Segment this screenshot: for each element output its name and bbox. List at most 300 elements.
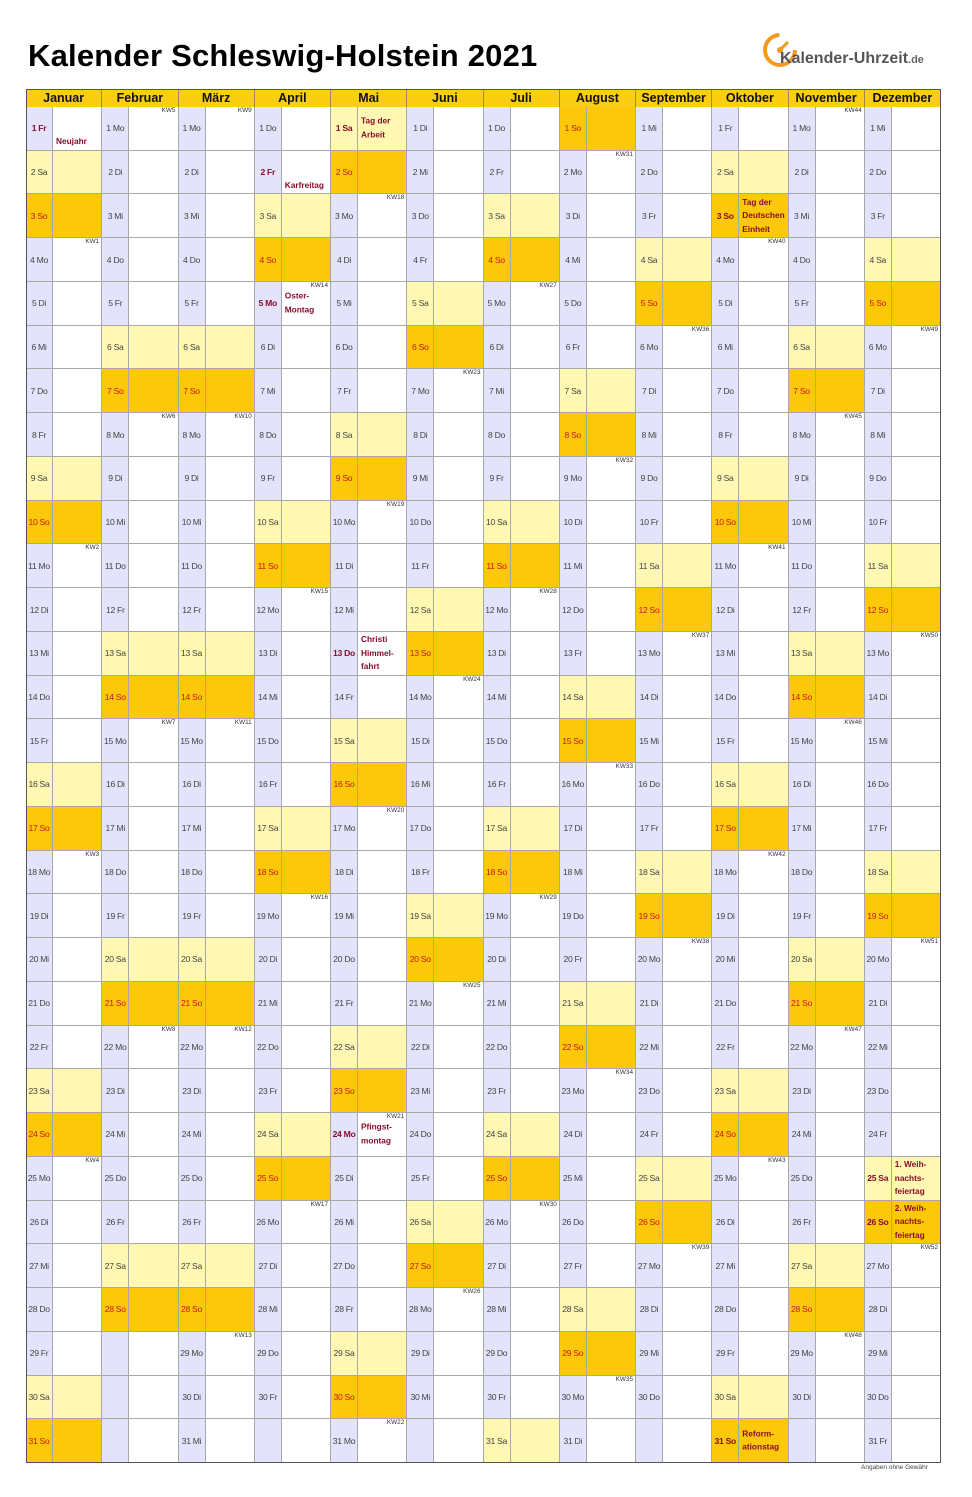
note-cell: [511, 1157, 560, 1201]
day-label: 16 Di: [182, 779, 201, 790]
day-cell: [865, 894, 892, 938]
note-cell: [129, 851, 178, 895]
day-cell: [331, 1026, 358, 1070]
note-cell: [206, 807, 255, 851]
day-cell: [789, 1157, 816, 1201]
day-cell: [331, 369, 358, 413]
day-label: 29 Fr: [715, 1348, 735, 1359]
note-cell: [358, 1157, 407, 1201]
note-cell: [53, 194, 102, 238]
day-label: 30 Di: [792, 1391, 811, 1402]
note-cell: [892, 763, 941, 807]
week-number: KW25: [463, 981, 481, 989]
day-label: 29 Do: [485, 1348, 508, 1359]
day-label: 24 Fr: [868, 1129, 888, 1140]
day-cell: [26, 807, 53, 851]
note-cell: [587, 238, 636, 282]
day-label: 8 Mo: [792, 429, 811, 440]
note-cell: [587, 1376, 636, 1420]
day-label: 13 Sa: [791, 648, 812, 659]
day-label: 25 Do: [790, 1173, 813, 1184]
day-cell: [560, 1026, 587, 1070]
day-cell: [560, 151, 587, 195]
note-cell: [739, 1026, 788, 1070]
note-cell: [511, 851, 560, 895]
note-cell: [587, 369, 636, 413]
day-label: 12 Di: [715, 604, 735, 615]
day-cell: [865, 676, 892, 720]
day-cell: [560, 1069, 587, 1113]
note-cell: [663, 1376, 712, 1420]
day-label: 8 Di: [413, 429, 428, 440]
note-cell: [816, 676, 865, 720]
note-cell: [816, 763, 865, 807]
note-cell: [434, 1288, 483, 1332]
day-label: 20 Sa: [791, 954, 812, 965]
note-cell: [206, 894, 255, 938]
day-cell: [179, 1113, 206, 1157]
day-label: 28 Mi: [257, 1304, 278, 1315]
day-cell: [484, 632, 511, 676]
day-label: 29 Mo: [790, 1348, 813, 1359]
note-cell: [282, 894, 331, 938]
day-cell: [407, 1244, 434, 1288]
day-cell: [255, 807, 282, 851]
day-cell: [712, 807, 739, 851]
note-cell: [358, 982, 407, 1026]
day-cell: [712, 632, 739, 676]
note-cell: [511, 413, 560, 457]
day-label: 7 Mi: [488, 385, 505, 396]
day-cell: [712, 238, 739, 282]
day-label: 26 Mo: [485, 1216, 508, 1227]
day-label: 25 Sa: [867, 1173, 889, 1184]
day-label: 17 Di: [563, 823, 583, 834]
day-cell: [789, 894, 816, 938]
day-label: 6 Fr: [565, 342, 580, 353]
day-label: 25 Mo: [27, 1173, 51, 1184]
note-cell: [511, 1201, 560, 1245]
day-cell: [712, 544, 739, 588]
day-label: 29 Mi: [867, 1348, 888, 1359]
day-cell: [407, 238, 434, 282]
holiday-name: Reform- ationstag: [742, 1428, 780, 1452]
day-label: 24 Mi: [181, 1129, 202, 1140]
note-cell: [511, 982, 560, 1026]
note-cell: [129, 544, 178, 588]
week-number: KW40: [768, 238, 786, 246]
day-label: 25 Mo: [714, 1173, 737, 1184]
note-cell: [663, 326, 712, 370]
day-label: 15 Mo: [104, 735, 127, 746]
day-cell: [26, 1201, 53, 1245]
day-cell: [407, 1376, 434, 1420]
day-cell: [712, 938, 739, 982]
day-label: 22 Do: [257, 1041, 279, 1052]
day-cell: [102, 544, 129, 588]
day-cell: [789, 369, 816, 413]
note-cell: [434, 413, 483, 457]
note-cell: [511, 1244, 560, 1288]
day-label: 27 Mi: [715, 1260, 735, 1271]
day-label: 1 So: [564, 123, 581, 134]
day-label: 25 Fr: [410, 1173, 430, 1184]
day-cell: [407, 894, 434, 938]
month-header-12: Dezember: [865, 89, 941, 107]
day-cell: [255, 1113, 282, 1157]
day-cell: [179, 326, 206, 370]
note-cell: [53, 151, 102, 195]
note-cell: [434, 194, 483, 238]
note-cell: [358, 588, 407, 632]
note-cell: [53, 1244, 102, 1288]
day-label: 28 Do: [714, 1304, 736, 1315]
day-label: 20 Mo: [866, 954, 889, 965]
day-cell: [26, 1376, 53, 1420]
day-label: 2 Sa: [717, 167, 734, 178]
day-label: 19 Do: [562, 910, 584, 921]
day-cell: [484, 1201, 511, 1245]
day-cell: [789, 632, 816, 676]
note-cell: [282, 326, 331, 370]
day-label: 10 Sa: [486, 517, 507, 528]
note-cell: [282, 1419, 331, 1463]
day-cell: [484, 851, 511, 895]
note-cell: [358, 1419, 407, 1463]
note-cell: [206, 1244, 255, 1288]
note-cell: [739, 194, 788, 238]
note-cell: [282, 282, 331, 326]
day-cell: [789, 676, 816, 720]
note-cell: [358, 807, 407, 851]
note-cell: [53, 676, 102, 720]
note-cell: [663, 851, 712, 895]
day-cell: [407, 851, 434, 895]
day-cell: [560, 807, 587, 851]
day-label: 3 Sa: [488, 210, 505, 221]
day-label: 10 Do: [409, 517, 431, 528]
note-cell: [53, 1332, 102, 1376]
day-cell: [484, 107, 511, 151]
day-label: 23 Sa: [714, 1085, 736, 1096]
day-label: 11 So: [486, 560, 507, 571]
note-cell: [434, 1113, 483, 1157]
day-cell: [255, 676, 282, 720]
day-cell: [484, 238, 511, 282]
day-cell: [26, 1419, 53, 1463]
note-cell: [663, 1157, 712, 1201]
day-cell: [484, 413, 511, 457]
note-cell: [511, 151, 560, 195]
day-label: 13 Mo: [637, 648, 661, 659]
day-cell: [636, 894, 663, 938]
day-cell: [331, 1419, 358, 1463]
note-cell: [739, 938, 788, 982]
day-label: 18 Mi: [562, 866, 583, 877]
note-cell: [206, 982, 255, 1026]
note-cell: [739, 238, 788, 282]
note-cell: [892, 194, 941, 238]
day-cell: [560, 107, 587, 151]
note-cell: [587, 719, 636, 763]
day-cell: [560, 238, 587, 282]
note-cell: [129, 1157, 178, 1201]
day-label: 14 Do: [28, 692, 50, 702]
day-cell: [26, 982, 53, 1026]
day-label: 19 So: [638, 910, 660, 921]
day-label: 21 Fr: [334, 998, 354, 1009]
note-cell: [358, 1113, 407, 1157]
day-cell: [636, 719, 663, 763]
day-cell: [179, 1026, 206, 1070]
note-cell: [434, 282, 483, 326]
day-cell: [255, 982, 282, 1026]
note-cell: [434, 326, 483, 370]
note-cell: [739, 632, 788, 676]
day-label: 23 Di: [792, 1085, 811, 1096]
month-header-9: September: [636, 89, 712, 107]
note-cell: [206, 588, 255, 632]
day-cell: [789, 1332, 816, 1376]
note-cell: [816, 326, 865, 370]
note-cell: [129, 632, 178, 676]
note-cell: [206, 938, 255, 982]
day-cell: [789, 1288, 816, 1332]
day-cell: [636, 1376, 663, 1420]
day-cell: [789, 763, 816, 807]
day-label: 25 Mi: [562, 1173, 583, 1184]
holiday-name: Karfreitag: [284, 179, 324, 190]
day-cell: [331, 719, 358, 763]
week-number: KW23: [463, 369, 481, 377]
day-cell: [102, 1244, 129, 1288]
day-label: 2 Di: [184, 167, 199, 178]
note-cell: [282, 763, 331, 807]
note-cell: [53, 413, 102, 457]
day-label: 3 Mi: [793, 210, 810, 221]
note-cell: [816, 807, 865, 851]
day-cell: [636, 1157, 663, 1201]
day-label: 21 Do: [714, 998, 736, 1009]
note-cell: [511, 1419, 560, 1463]
note-cell: [739, 676, 788, 720]
day-label: 30 Do: [638, 1391, 660, 1402]
day-label: 18 Do: [790, 866, 813, 877]
day-cell: [636, 632, 663, 676]
week-number: KW30: [539, 1200, 557, 1208]
note-cell: [892, 588, 941, 632]
day-label: 28 So: [791, 1304, 812, 1315]
day-label: 22 Mi: [867, 1041, 888, 1052]
week-number: KW48: [844, 1331, 862, 1339]
day-label: 1 Mo: [792, 123, 811, 134]
day-cell: [26, 544, 53, 588]
day-label: 10 So: [28, 517, 50, 528]
day-label: 13 Sa: [104, 648, 126, 659]
day-label: 29 Sa: [333, 1348, 355, 1359]
day-label: 18 Mo: [27, 866, 51, 877]
day-label: 14 Di: [639, 692, 659, 702]
day-cell: [179, 719, 206, 763]
day-label: 30 Mi: [410, 1391, 430, 1402]
day-label: 7 Di: [870, 385, 885, 396]
day-label: 11 Mo: [714, 560, 737, 571]
note-cell: [206, 763, 255, 807]
day-cell: [484, 501, 511, 545]
note-cell: [206, 238, 255, 282]
day-label: 25 Sa: [638, 1173, 660, 1184]
note-cell: [53, 1201, 102, 1245]
day-cell: [179, 1376, 206, 1420]
note-cell: [739, 1201, 788, 1245]
day-cell: [102, 1201, 129, 1245]
day-label: 15 Mo: [790, 735, 813, 746]
day-cell: [865, 632, 892, 676]
note-cell: [816, 501, 865, 545]
day-cell: [407, 413, 434, 457]
day-label: 10 Fr: [639, 517, 659, 528]
note-cell: [739, 1419, 788, 1463]
note-cell: [739, 501, 788, 545]
day-cell: [26, 282, 53, 326]
day-cell: [865, 457, 892, 501]
month-header-7: Juli: [484, 89, 560, 107]
day-cell: [407, 1157, 434, 1201]
note-cell: [129, 1419, 178, 1463]
note-cell: [587, 807, 636, 851]
note-cell: [892, 282, 941, 326]
day-label: 13 Mi: [29, 648, 49, 659]
day-cell: [484, 1026, 511, 1070]
day-cell: [560, 938, 587, 982]
day-cell: [789, 851, 816, 895]
day-label: 14 So: [104, 692, 126, 702]
note-cell: [892, 151, 941, 195]
holiday-name: 1. Weih- nachts- feiertag: [894, 1158, 927, 1196]
note-cell: [434, 1201, 483, 1245]
day-cell: [26, 851, 53, 895]
day-label: 26 Mi: [334, 1216, 354, 1227]
note-cell: [663, 413, 712, 457]
note-cell: [739, 1069, 788, 1113]
day-cell: [636, 676, 663, 720]
day-label: 1 Fr: [718, 123, 733, 134]
day-label: 2 So: [335, 167, 353, 178]
note-cell: [816, 1157, 865, 1201]
note-cell: [282, 107, 331, 151]
day-cell: [26, 326, 53, 370]
note-cell: [587, 588, 636, 632]
day-cell: [407, 107, 434, 151]
note-cell: [663, 763, 712, 807]
note-cell: [587, 1201, 636, 1245]
day-cell: [331, 807, 358, 851]
day-label: 17 Do: [409, 823, 431, 834]
day-cell: [636, 238, 663, 282]
day-label: 18 So: [257, 866, 279, 877]
day-cell: [255, 1288, 282, 1332]
note-cell: [129, 938, 178, 982]
note-cell: [53, 1069, 102, 1113]
note-cell: [358, 1069, 407, 1113]
day-cell: [255, 282, 282, 326]
day-cell: [560, 632, 587, 676]
day-label: 14 Mi: [257, 692, 278, 702]
day-label: 29 Do: [257, 1348, 279, 1359]
note-cell: [129, 807, 178, 851]
day-label: 11 So: [257, 560, 278, 571]
day-label: 3 Di: [565, 210, 580, 221]
day-label: 15 Do: [485, 735, 508, 746]
day-label: 9 Di: [184, 473, 199, 484]
day-cell: [484, 1069, 511, 1113]
day-label: 19 Di: [715, 910, 735, 921]
note-cell: [358, 1376, 407, 1420]
day-label: 27 Di: [487, 1260, 506, 1271]
note-cell: [358, 457, 407, 501]
day-cell: [712, 194, 739, 238]
note-cell: [282, 982, 331, 1026]
day-cell: [865, 938, 892, 982]
day-label: 13 Mo: [866, 648, 889, 659]
day-cell: [26, 632, 53, 676]
day-cell: [712, 369, 739, 413]
note-cell: [587, 1069, 636, 1113]
note-cell: [816, 1244, 865, 1288]
day-label: 19 Fr: [182, 910, 201, 921]
note-cell: [358, 938, 407, 982]
note-cell: [358, 1201, 407, 1245]
note-cell: [53, 763, 102, 807]
note-cell: [892, 851, 941, 895]
day-label: 7 Do: [716, 385, 734, 396]
note-cell: [892, 1201, 941, 1245]
note-cell: [663, 719, 712, 763]
day-label: 7 Mi: [260, 385, 276, 396]
day-label: 18 So: [486, 866, 507, 877]
day-label: 28 Mo: [409, 1304, 432, 1315]
note-cell: [739, 326, 788, 370]
day-label: 10 Mi: [791, 517, 812, 528]
page-title: Kalender Schleswig-Holstein 2021: [28, 38, 538, 73]
note-cell: [511, 1069, 560, 1113]
day-cell: [560, 1419, 587, 1463]
day-cell: [636, 282, 663, 326]
note-cell: [282, 238, 331, 282]
day-label: 27 Fr: [563, 1260, 583, 1271]
day-label: 6 So: [412, 342, 429, 353]
day-label: 15 Fr: [715, 735, 735, 746]
week-number: KW43: [768, 1156, 786, 1164]
day-cell: [26, 763, 53, 807]
logo[interactable]: [780, 50, 924, 68]
week-number: KW3: [85, 850, 100, 858]
day-label: 20 Fr: [563, 954, 583, 965]
note-cell: [663, 151, 712, 195]
day-label: 10 Mi: [181, 517, 202, 528]
day-cell: [26, 1113, 53, 1157]
note-cell: [663, 194, 712, 238]
note-cell: [892, 1157, 941, 1201]
note-cell: [282, 632, 331, 676]
note-cell: [816, 369, 865, 413]
day-label: 25 So: [486, 1173, 507, 1184]
day-cell: [331, 1332, 358, 1376]
note-cell: [434, 1419, 483, 1463]
day-label: 9 Mo: [563, 473, 582, 484]
note-cell: [892, 1069, 941, 1113]
day-label: 6 Mo: [640, 342, 658, 353]
